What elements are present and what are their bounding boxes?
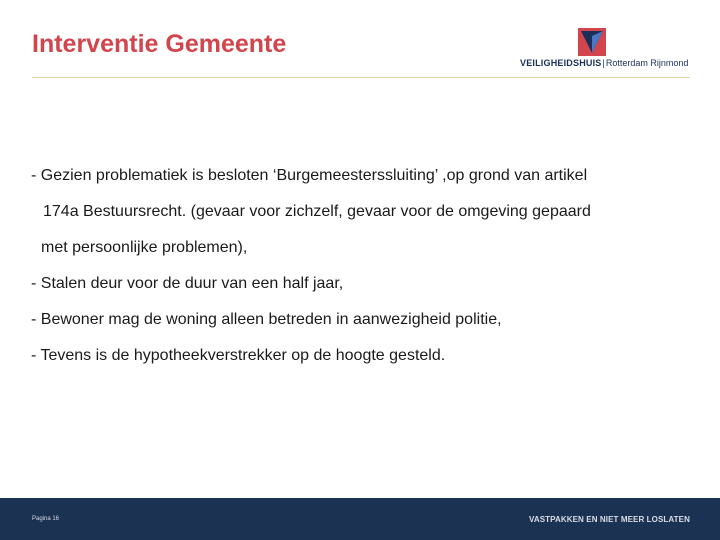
body-line: - Gezien problematiek is besloten ‘Burgemeesterssluiting’ ,op grond van artikel [31,167,588,184]
logo-region: Rotterdam Rijnmond [605,58,689,68]
body-line: 174a Bestuursrecht. (gevaar voor zichzelf, gevaar voor de omgeving gepaard [43,203,591,220]
page-number: Pagina 16 [32,516,60,522]
slide-body [31,164,701,380]
footer-slogan: VASTPAKKEN EN NIET MEER LOSLATEN [529,515,690,524]
body-line: - Bewoner mag de woning alleen betreden in aanwezigheid politie, [31,311,502,328]
body-line: met persoonlijke problemen), [41,239,248,256]
logo-name: VEILIGHEIDSHUIS [520,58,602,68]
footer-bar [0,498,720,540]
veiligheidshuis-logo [520,28,692,70]
title-divider [32,77,690,78]
body-line: - Tevens is de hypotheekverstrekker op de hoogte gesteld. [31,347,446,364]
slide-title: Interventie Gemeente [32,30,287,58]
logo-separator: | [602,58,605,68]
body-line: - Stalen deur voor de duur van een half jaar, [31,275,344,292]
logo-wordmark [520,58,688,68]
logo-mark-icon [578,28,606,56]
